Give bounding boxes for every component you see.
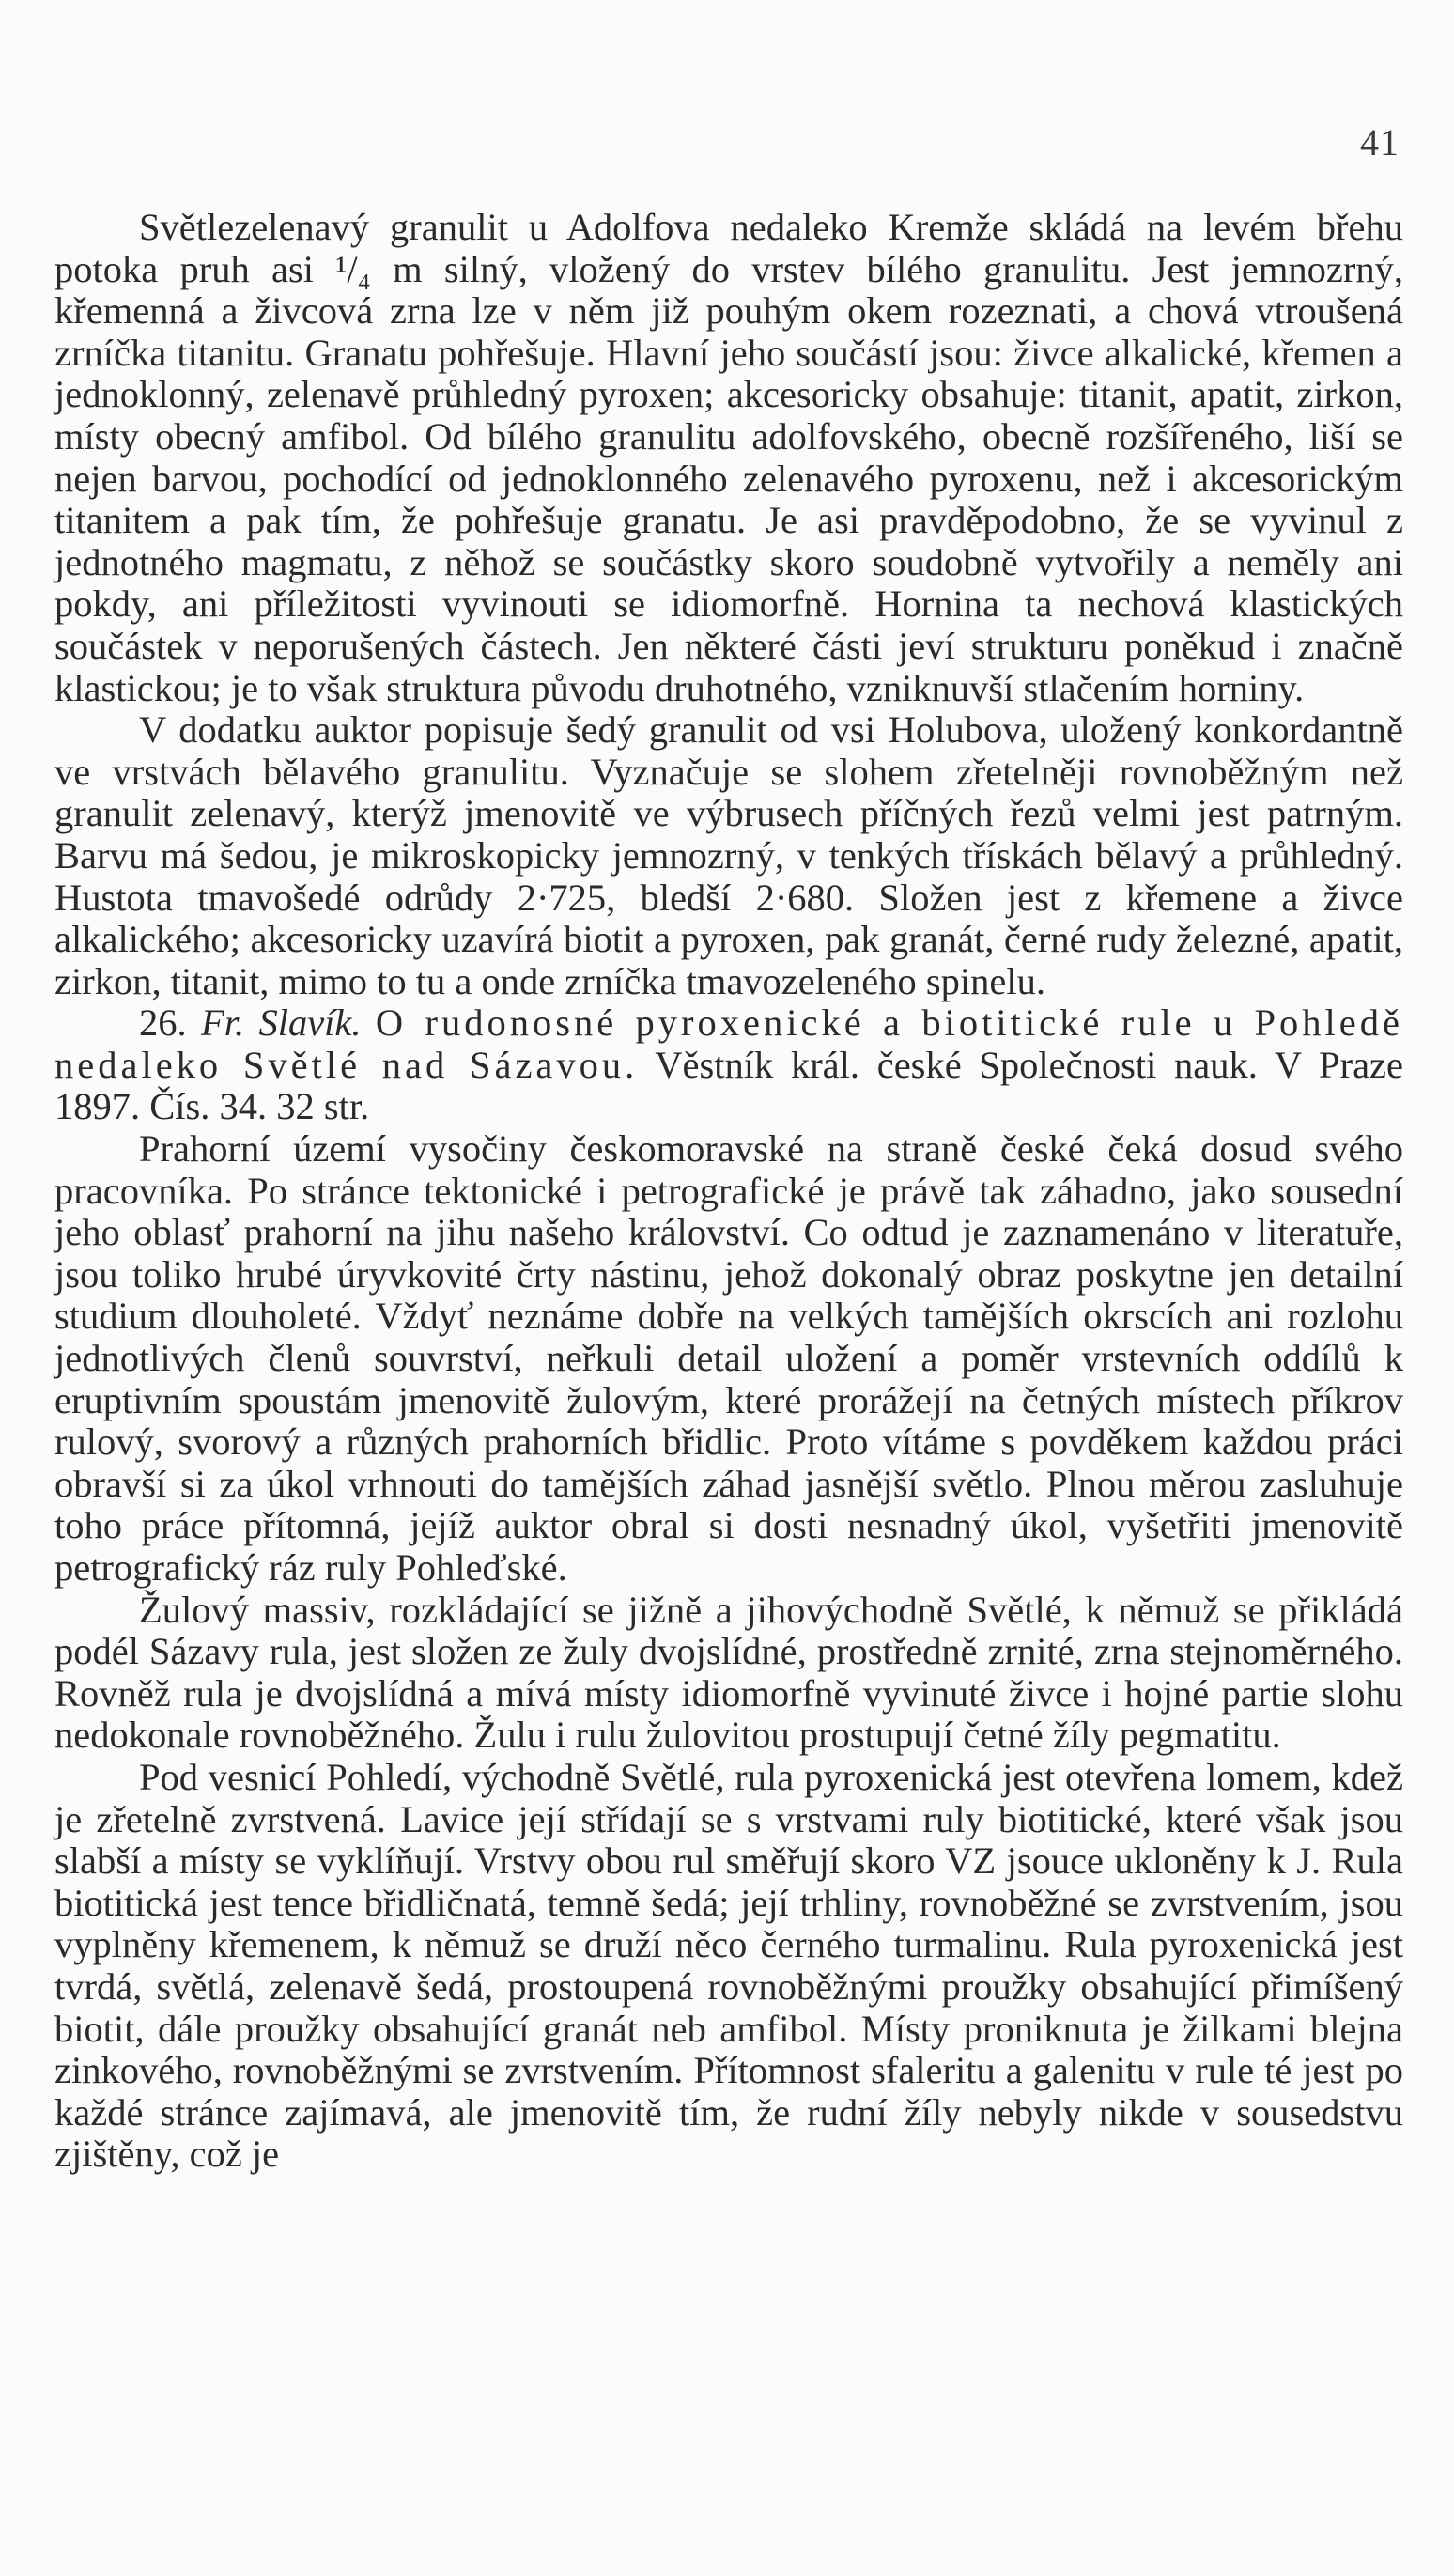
reference-publication: Věstník král. české Společnosti nauk. V Praze 1897. Čís. 34. 32 str.: [54, 1043, 1403, 1128]
paragraph-pohledi-lom: Pod vesnicí Pohledí, východně Světlé, rula pyroxenická jest otevřena lomem, kdež je zřetelně zvrstvená. Lavice její střídají se s vrstvami ruly biotitické, které však jsou slabší a místy se vyklíňují. Vrstvy obou rul směřují skoro VZ jsouce ukloněny k J. Rula biotitická jest tence břidličnatá, temně šedá; její trhliny, rovnoběžné se zvrstvením, jsou vyplněny křemenem, k němuž se druží něco černého turmalinu. Rula pyroxenická jest tvrdá, světlá, zelenavě šedá, prostoupená rovnoběžnými proužky obsahující přimíšený biotit, dále proužky obsahující granát neb amfibol. Místy proniknuta je žilkami blejna zinkového, rovnoběžnými se zvrstvením. Přítomnost sfaleritu a galenitu v rule té jest po každé stránce zajímavá, ale jmenovitě tím, že rudní žíly nebyly nikde v sousedstvu zjištěny, což je: [54, 1755, 1403, 2176]
body-text: [54, 207, 1403, 2176]
paragraph-prahorni-uzemi: Prahorní území vysočiny českomoravské na straně české čeká dosud svého pracovníka. Po stránce tektonické i petrografické je právě tak záhadno, jako sousední jeho oblasť prahorní na jihu našeho království. Co odtud je zaznamenáno v literatuře, jsou toliko hrubé úryvkovité črty nástinu, jehož dokonalý obraz poskytne jen detailní studium dlouholeté. Vždyť neznáme dobře na velkých tamějších okrscích ani rozlohu jednotlivých členů souvrství, neřkuli detail uložení a poměr vrstevních oddílů k eruptivním spoustám jmenovitě žulovým, které prorážejí na četných místech příkrov rulový, svorový a různých prahorních břidlic. Proto vítáme s povděkem každou práci obravší si za úkol vrhnouti do tamějších záhad jasnější světlo. Plnou měrou zasluhuje toho práce přítomná, jejíž auktor obral si dosti nesnadný úkol, vyšetřiti jmenovitě petrografický ráz ruly Pohleďské.: [54, 1127, 1403, 1589]
reference-title: O rudonosné pyroxenické a biotitické rule u Pohledě nedaleko Světlé nad Sázavou.: [54, 1001, 1404, 1086]
paragraph-zulovy-massiv: Žulový massiv, rozkládající se jižně a jihovýchodně Světlé, k němuž se přikládá podél Sázavy rula, jest složen ze žuly dvojslídné, prostředně zrnité, zrna stejnoměrného. Rovněž rula je dvojslídná a mívá místy idiomorfně vyvinuté živce i hojné partie slohu nedokonale rovnoběžného. Žulu i rulu žulovitou prostupují četné žíly pegmatitu.: [54, 1588, 1403, 1757]
paragraph-holubov-granulite: V dodatku auktor popisuje šedý granulit od vsi Holubova, uložený konkordantně ve vrstvách bělavého granulitu. Vyznačuje se slohem zřetelněji rovnoběžným než granulit zelenavý, kterýž jmenovitě ve výbrusech příčných řezů velmi jest patrným. Barvu má šedou, je mikroskopicky jemnozrný, v tenkých třískách bělavý a průhledný. Hustota tmavošedé odrůdy 2·725, bledší 2·680. Složen jest z křemene a živce alkalického; akcesoricky uzavírá biotit a pyroxen, pak granát, černé rudy železné, apatit, zirkon, titanit, mimo to tu a onde zrníčka tmavozeleného spinelu.: [54, 708, 1403, 1002]
reference-author: Fr. Slavík.: [200, 1001, 362, 1045]
bibliographic-reference: [54, 1002, 1403, 1128]
page-number: 41: [1360, 121, 1400, 163]
paragraph-adolfov-granulite: Světlezelenavý granulit u Adolfova nedaleko Kremže skládá na levém břehu potoka pruh asi ¹/₄ m silný, vložený do vrstev bílého granulitu. Jest jemnozrný, křemenná a živcová zrna lze v něm již pouhým okem rozeznati, a chová vtroušená zrníčka titanitu. Granatu pohřešuje. Hlavní jeho součástí jsou: živce alkalické, křemen a jednoklonný, zelenavě průhledný pyroxen; akcesoricky obsahuje: titanit, apatit, zirkon, místy obecný amfibol. Od bílého granulitu adolfovského, obecně rozšířeného, liší se nejen barvou, pochodící od jednoklonného zelenavého pyroxenu, než i akcesorickým titanitem a pak tím, že pohřešuje granatu. Je asi pravděpodobno, že se vyvinul z jednotného magmatu, z něhož se součástky skoro soudobně vytvořily a neměly ani pokdy, ani příležitosti vyvinouti se idiomorfně. Hornina ta nechová klastických součástek v neporušených částech. Jen některé části jeví strukturu poněkud i značně klastickou; je to však struktura původu druhotného, vzniknuvší stlačením horniny.: [54, 206, 1403, 709]
reference-number: 26.: [139, 1001, 187, 1045]
